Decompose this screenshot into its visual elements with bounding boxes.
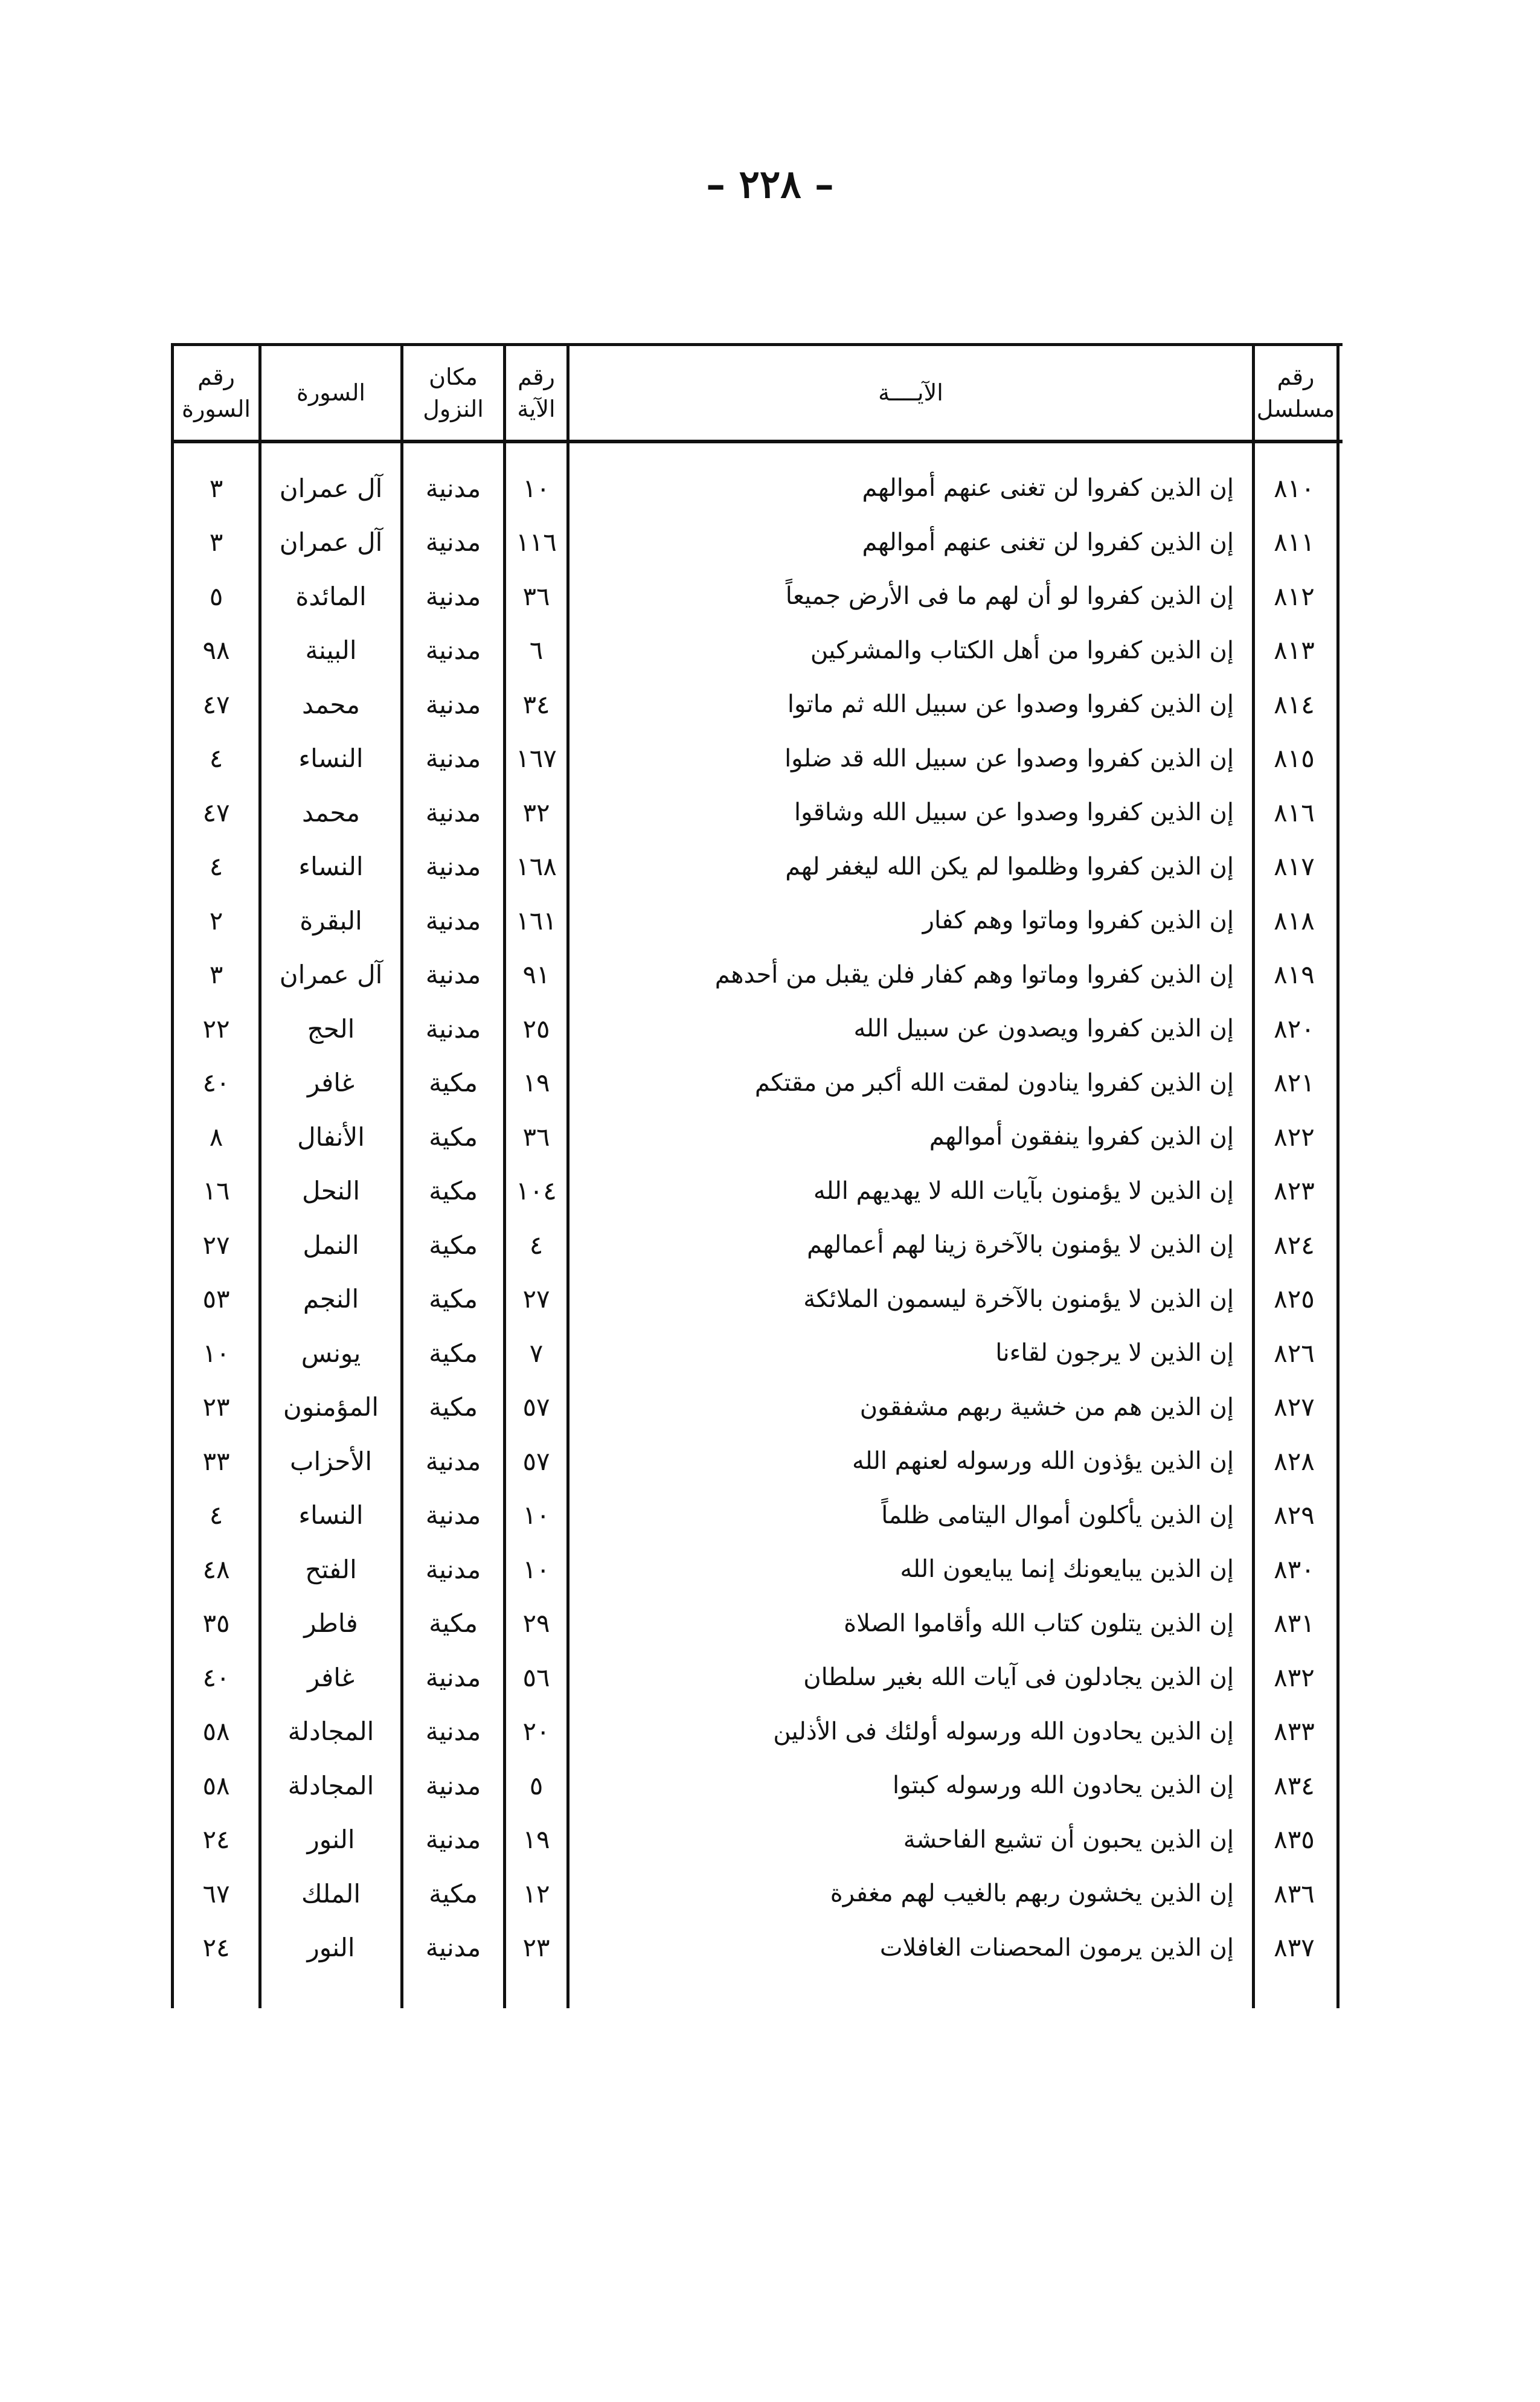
verse-number-cell: ٦ [529,635,544,665]
surah-cell: محمد [302,797,360,827]
surah-cell: آل عمران [279,473,383,503]
place-cell: مكية [429,1392,478,1422]
surah-number-cell: ٩٨ [202,635,230,665]
place-cell: مكية [429,1122,478,1152]
place-cell: مدنية [425,1716,481,1746]
table-row [171,1001,1343,1056]
surah-number-cell: ٢ [209,905,223,936]
verse-number-cell: ١٩ [522,1825,550,1854]
table-row [171,1596,1343,1651]
place-cell: مكية [429,1338,478,1368]
surah-number-cell: ٥٨ [202,1770,230,1800]
place-cell: مدنية [425,1013,481,1044]
serial-cell: ٨١٥ [1274,743,1315,773]
place-cell: مكية [429,1878,478,1909]
verse-number-cell: ١٠٤ [516,1176,557,1206]
surah-cell: الملك [301,1878,361,1909]
serial-cell: ٨٣١ [1274,1608,1315,1638]
verse-cell: إن الذين يجادلون فى آيات الله بغير سلطان [803,1663,1234,1691]
serial-cell: ٨٣٠ [1274,1554,1315,1584]
verse-cell: إن الذين لا يؤمنون بآيات الله لا يهديهم الله [813,1177,1234,1205]
serial-cell: ٨٢٤ [1274,1230,1315,1260]
surah-cell: النساء [298,1500,364,1530]
verse-cell: إن الذين كفروا وماتوا وهم كفار [922,907,1234,934]
verse-cell: إن الذين كفروا وصدوا عن سبيل الله قد ضلوا [784,744,1234,772]
serial-cell: ٨٢٦ [1274,1338,1315,1368]
surah-number-cell: ٢٤ [202,1825,230,1854]
surah-cell: البينة [305,635,357,665]
verse-cell: إن الذين كفروا ينادون لمقت الله أكبر من مقتكم [754,1068,1234,1097]
place-cell: مدنية [425,743,481,773]
surah-number-cell: ٥ [209,581,223,611]
serial-cell: ٨٢٣ [1274,1176,1315,1206]
serial-cell: ٨٣٣ [1274,1716,1315,1746]
serial-cell: ٨١٢ [1274,581,1315,611]
table-top-border [171,343,1343,346]
table-row [171,893,1343,948]
surah-cell: فاطر [304,1608,358,1638]
surah-number-cell: ٢٧ [202,1230,230,1260]
verse-cell: إن الذين يؤذون الله ورسوله لعنهم الله [852,1447,1234,1475]
surah-cell: الأنفال [297,1122,365,1152]
verse-number-cell: ١٠ [522,1500,550,1530]
place-cell: مدنية [425,689,481,719]
header-place: مكان النزول [423,363,484,422]
table-row [171,948,1343,1002]
verse-cell: إن الذين يحبون أن تشيع الفاحشة [903,1825,1234,1854]
table-row [171,1056,1343,1110]
place-cell: مدنية [425,905,481,936]
serial-cell: ٨١٨ [1274,905,1315,936]
table-row [171,1813,1343,1867]
place-cell: مكية [429,1230,478,1260]
verse-number-cell: ٢٩ [522,1608,550,1638]
verse-number-cell: ٢٥ [522,1013,550,1044]
place-cell: مدنية [425,1500,481,1530]
verse-index-table [171,343,1343,2008]
verse-number-cell: ٥٧ [522,1392,550,1422]
verse-cell: إن الذين كفروا وماتوا وهم كفار فلن يقبل من أحدهم [714,960,1234,989]
verse-number-cell: ٧ [529,1338,544,1368]
surah-number-cell: ٣٣ [202,1446,230,1476]
table-row [171,1218,1343,1272]
serial-cell: ٨١٦ [1274,797,1315,827]
verse-number-cell: ١٩ [522,1068,550,1097]
surah-number-cell: ٤ [209,852,223,881]
surah-number-cell: ٣ [209,527,223,557]
table-row [171,1380,1343,1434]
place-cell: مكية [429,1176,478,1206]
verse-cell: إن الذين كفروا وصدوا عن سبيل الله ثم ماتوا [787,690,1234,718]
verse-number-cell: ٢٠ [522,1716,550,1746]
serial-cell: ٨٣٦ [1274,1878,1315,1909]
verse-number-cell: ٩١ [522,960,550,989]
surah-number-cell: ٤ [209,743,223,773]
serial-cell: ٨٢٨ [1274,1446,1315,1476]
serial-cell: ٨٣٧ [1274,1933,1315,1962]
table-row [171,677,1343,731]
surah-number-cell: ٨ [209,1122,223,1152]
serial-cell: ٨١٤ [1274,689,1315,719]
table-row [171,1921,1343,1975]
verse-cell: إن الذين يبايعونك إنما يبايعون الله [900,1555,1234,1583]
surah-cell: الأحزاب [290,1446,372,1476]
verse-number-cell: ٢٣ [522,1933,550,1962]
serial-cell: ٨٢٢ [1274,1122,1315,1152]
table-row [171,1164,1343,1218]
place-cell: مدنية [425,1662,481,1692]
surah-number-cell: ٤ [209,1500,223,1530]
table-row [171,1488,1343,1543]
surah-cell: البقرة [300,905,362,936]
surah-number-cell: ٥٨ [202,1716,230,1746]
verse-number-cell: ٤ [529,1230,544,1260]
surah-cell: النساء [298,852,364,881]
place-cell: مدنية [425,1825,481,1854]
place-cell: مدنية [425,635,481,665]
place-cell: مدنية [425,527,481,557]
surah-number-cell: ٢٢ [202,1013,230,1044]
verse-number-cell: ٣٤ [522,689,550,719]
header-serial: رقم مسلسل [1256,363,1335,422]
table-row [171,1758,1343,1813]
place-cell: مكية [429,1068,478,1097]
table-row [171,1272,1343,1326]
surah-cell: محمد [302,689,360,719]
serial-cell: ٨٣٥ [1274,1825,1315,1854]
surah-cell: غافر [307,1068,355,1097]
surah-number-cell: ٤٠ [202,1662,230,1692]
serial-cell: ٨٢٠ [1274,1013,1315,1044]
verse-cell: إن الذين هم من خشية ربهم مشفقون [859,1393,1234,1421]
verse-cell: إن الذين كفروا وصدوا عن سبيل الله وشاقوا [794,798,1234,826]
verse-number-cell: ١٦١ [516,905,557,936]
verse-cell: إن الذين كفروا وظلموا لم يكن الله ليغفر لهم [785,852,1234,881]
verse-number-cell: ١٦٨ [516,852,557,881]
table-row [171,569,1343,623]
place-cell: مكية [429,1284,478,1314]
page-number: – ٢٢٨ – [706,162,834,207]
surah-cell: النجم [303,1284,359,1314]
serial-cell: ٨١٠ [1274,473,1315,503]
header-verse-number: رقم الآية [517,363,556,422]
verse-number-cell: ٣٦ [522,581,550,611]
verse-number-cell: ٥ [529,1770,544,1800]
verse-number-cell: ١١٦ [516,527,557,557]
surah-cell: المجادلة [287,1770,374,1800]
verse-cell: إن الذين يرمون المحصنات الغافلات [879,1933,1234,1962]
serial-cell: ٨٣٤ [1274,1770,1315,1800]
surah-number-cell: ١٠ [202,1338,230,1368]
place-cell: مكية [429,1608,478,1638]
verse-cell: إن الذين يحادون الله ورسوله أولئك فى الأذلين [773,1717,1234,1745]
surah-cell: المؤمنون [283,1392,379,1422]
place-cell: مدنية [425,960,481,989]
place-cell: مدنية [425,1554,481,1584]
table-row [171,1109,1343,1164]
table-row [171,1866,1343,1921]
serial-cell: ٨١١ [1274,527,1315,557]
surah-number-cell: ٤٧ [202,689,230,719]
table-row [171,1650,1343,1704]
verse-cell: إن الذين لا يؤمنون بالآخرة ليسمون الملائكة [803,1285,1234,1313]
verse-number-cell: ١٦٧ [516,743,557,773]
verse-number-cell: ٣٢ [522,797,550,827]
surah-number-cell: ٢٤ [202,1933,230,1962]
surah-cell: المجادلة [287,1716,374,1746]
surah-number-cell: ٢٣ [202,1392,230,1422]
header-verse: الآيــــة [878,379,943,406]
surah-number-cell: ٣ [209,960,223,989]
table-row [171,1434,1343,1488]
surah-cell: الحج [307,1013,355,1044]
verse-number-cell: ٥٧ [522,1446,550,1476]
place-cell: مدنية [425,581,481,611]
table-row [171,623,1343,678]
header-surah-number: رقم السورة [182,363,251,422]
verse-cell: إن الذين يحادون الله ورسوله كبتوا [893,1771,1234,1799]
serial-cell: ٨٢٧ [1274,1392,1315,1422]
place-cell: مدنية [425,797,481,827]
serial-cell: ٨٢٩ [1274,1500,1315,1530]
surah-cell: النحل [301,1176,361,1206]
surah-cell: النساء [298,743,364,773]
surah-cell: النور [307,1933,355,1962]
verse-cell: إن الذين كفروا ويصدون عن سبيل الله [853,1015,1234,1042]
surah-cell: يونس [301,1338,361,1368]
serial-cell: ٨٢٥ [1274,1284,1315,1314]
verse-cell: إن الذين كفروا ينفقون أموالهم [929,1123,1234,1151]
verse-cell: إن الذين كفروا لن تغنى عنهم أموالهم [862,528,1234,556]
serial-cell: ٨٢١ [1274,1068,1315,1097]
serial-cell: ٨١٩ [1274,960,1315,989]
surah-cell: الفتح [305,1554,357,1584]
verse-number-cell: ٢٧ [522,1284,550,1314]
surah-cell: النور [307,1825,355,1854]
table-row [171,1542,1343,1596]
verse-number-cell: ١٢ [522,1878,550,1909]
serial-cell: ٨١٣ [1274,635,1315,665]
place-cell: مدنية [425,1446,481,1476]
surah-number-cell: ١٦ [202,1176,230,1206]
surah-number-cell: ٥٣ [202,1284,230,1314]
verse-cell: إن الذين يخشون ربهم بالغيب لهم مغفرة [830,1880,1234,1907]
table-row [171,785,1343,840]
table-row [171,461,1343,515]
place-cell: مدنية [425,473,481,503]
table-row [171,515,1343,570]
surah-cell: المائدة [295,581,367,611]
header-surah: السورة [297,379,365,406]
table-row [171,840,1343,894]
surah-number-cell: ٤٨ [202,1554,230,1584]
table-row [171,731,1343,786]
verse-number-cell: ٥٦ [522,1662,550,1692]
table-header-border [171,440,1343,443]
surah-number-cell: ٦٧ [202,1878,230,1909]
surah-cell: غافر [307,1662,355,1692]
verse-cell: إن الذين كفروا من أهل الكتاب والمشركين [810,636,1234,664]
surah-number-cell: ٤٧ [202,797,230,827]
serial-cell: ٨٣٢ [1274,1662,1315,1692]
surah-cell: النمل [303,1230,359,1260]
place-cell: مدنية [425,1770,481,1800]
verse-cell: إن الذين لا يؤمنون بالآخرة زينا لهم أعمالهم [807,1231,1234,1259]
verse-number-cell: ٣٦ [522,1122,550,1152]
surah-number-cell: ٣ [209,473,223,503]
surah-cell: آل عمران [279,527,383,557]
verse-cell: إن الذين لا يرجون لقاءنا [995,1339,1234,1367]
verse-cell: إن الذين يتلون كتاب الله وأقاموا الصلاة [844,1609,1234,1637]
verse-cell: إن الذين كفروا لو أن لهم ما فى الأرض جميعاً [785,582,1234,610]
surah-number-cell: ٤٠ [202,1068,230,1097]
place-cell: مدنية [425,852,481,881]
table-row [171,1704,1343,1759]
verse-cell: إن الذين كفروا لن تغنى عنهم أموالهم [862,474,1234,502]
place-cell: مدنية [425,1933,481,1962]
verse-cell: إن الذين يأكلون أموال اليتامى ظلماً [881,1501,1234,1529]
table-row [171,1326,1343,1380]
verse-number-cell: ١٠ [522,473,550,503]
verse-number-cell: ١٠ [522,1554,550,1584]
surah-cell: آل عمران [279,960,383,989]
surah-number-cell: ٣٥ [202,1608,230,1638]
serial-cell: ٨١٧ [1274,852,1315,881]
